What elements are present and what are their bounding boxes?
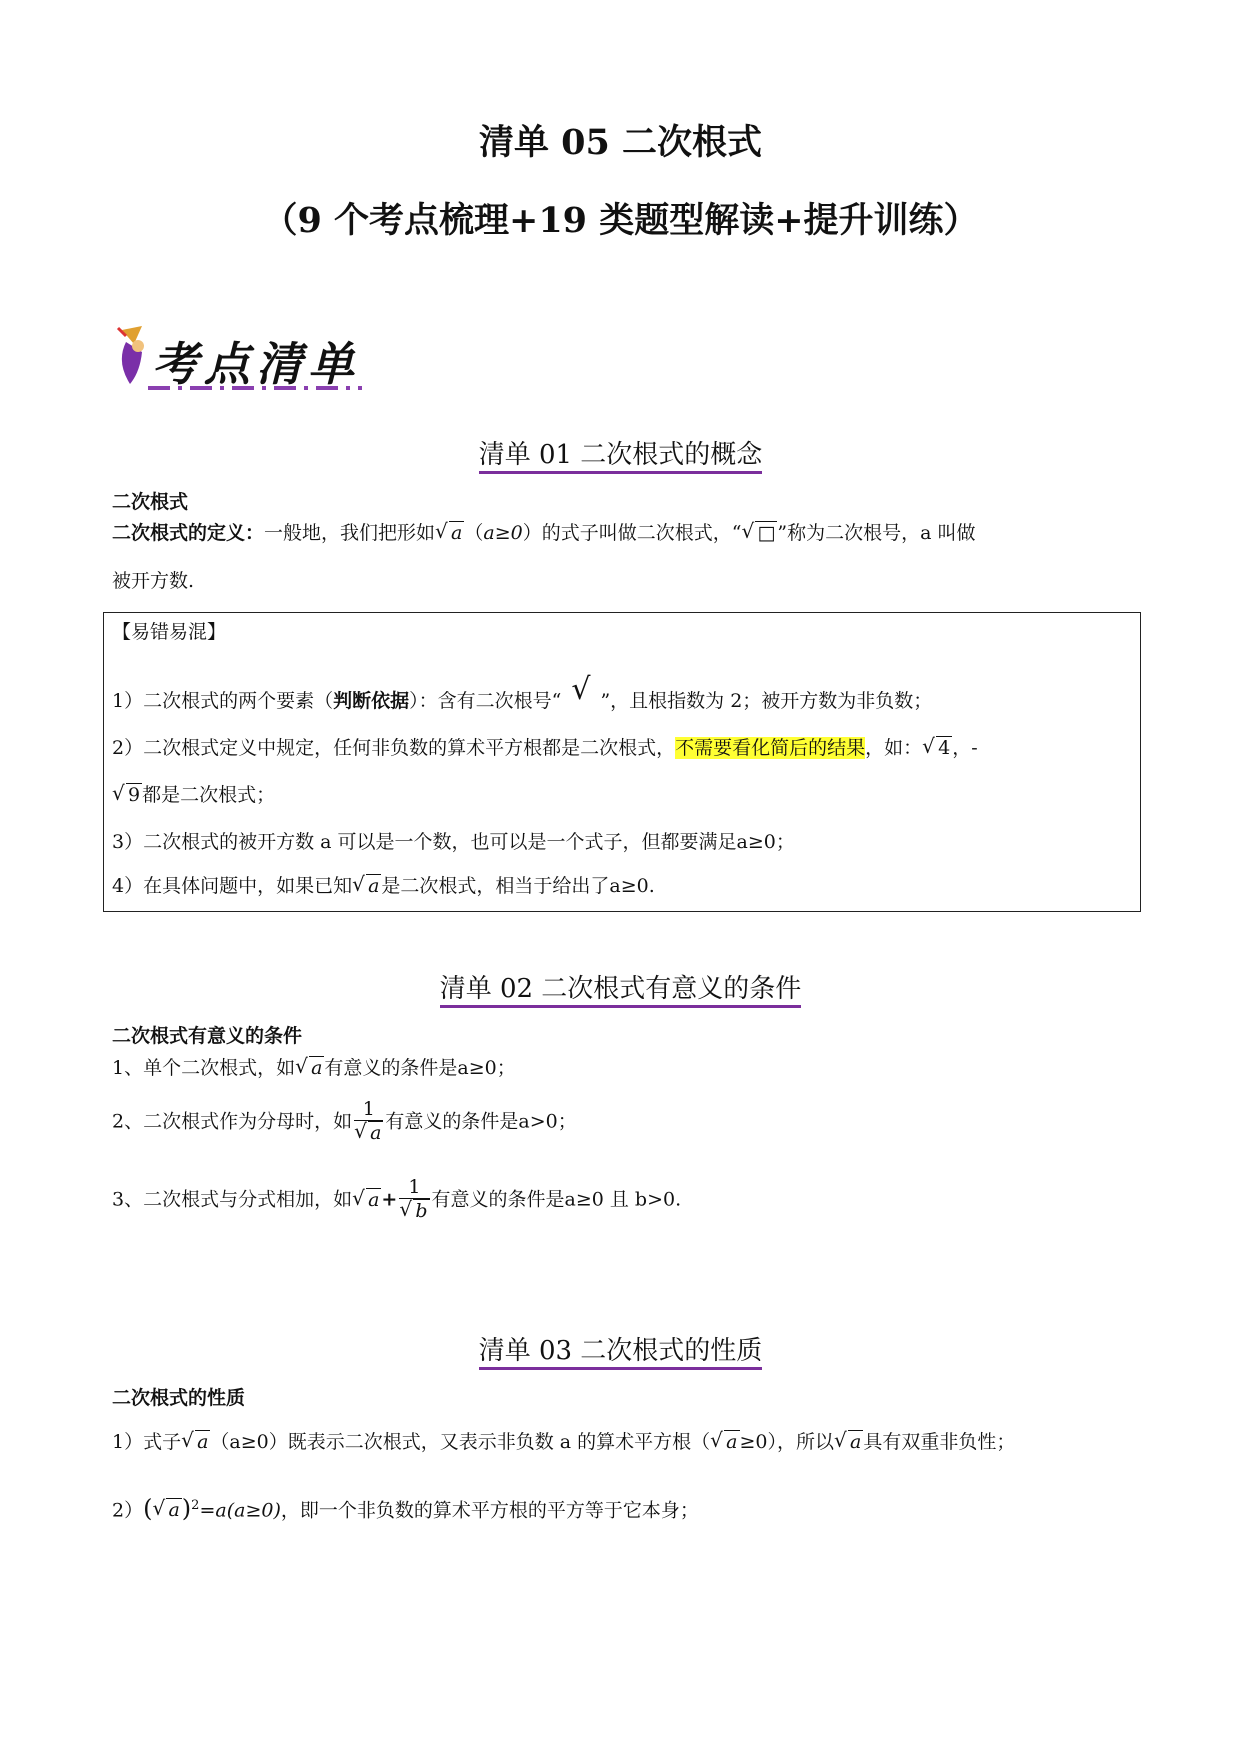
term-xingzhi: 二次根式的性质 (112, 1387, 246, 1409)
highlight-text: 不需要看化简后的结果 (675, 737, 866, 759)
sqrt-box: √ □ (741, 519, 776, 544)
kaodian-qingdan-logo (112, 322, 370, 400)
sec02-line-2: 2、二次根式作为分母时，如 1 √ a 有意义的条件是a>0； (112, 1098, 577, 1144)
error-prone-box (103, 612, 1141, 912)
box-line-1: 1）二次根式的两个要素（判断依据）：含有二次根号“ √ ”，且根指数为 2；被开方数为非负数； (112, 672, 933, 712)
section-01-heading: 清单 01 二次根式的概念 (0, 434, 1241, 471)
box-line-2b: √ 9 都是二次根式； (112, 781, 276, 806)
page-title: 清单 05 二次根式 (478, 122, 763, 163)
box-line-3: 3）二次根式的被开方数 a 可以是一个数，也可以是一个式子，但都要满足a≥0； (112, 831, 795, 853)
box-line-4: 4）在具体问题中，如果已知 √ a 是二次根式，相当于给出了a≥0. (112, 872, 655, 897)
section-03-heading: 清单 03 二次根式的性质 (0, 1330, 1241, 1367)
box-line-2: 2）二次根式定义中规定，任何非负数的算术平方根都是二次根式，不需要看化简后的结果，如： √ 4 ，- (112, 734, 978, 759)
section-02-heading: 清单 02 二次根式有意义的条件 (0, 968, 1241, 1005)
term-erci-genshi: 二次根式 (112, 491, 189, 513)
definition-line-2: 被开方数. (112, 570, 195, 592)
term-youyiyi: 二次根式有意义的条件 (112, 1025, 303, 1047)
logo-text: 考点清单 (152, 337, 360, 391)
sqrt-a: √ a (435, 519, 463, 544)
box-heading: 【易错易混】 (112, 621, 227, 643)
sec03-line-2: 2）( √ a)$^2$=a(a≥0)，即一个非负数的算术平方根的平方等于它本身； (112, 1494, 699, 1523)
sec02-line-1: 1、单个二次根式，如 √ a 有意义的条件是a≥0； (112, 1054, 516, 1079)
definition-line: 二次根式的定义：一般地，我们把形如 √ a （a≥0）的式子叫做二次根式，“ √ □ ”称为二次根号，a 叫做 (112, 519, 975, 547)
sec02-line-3: 3、二次根式与分式相加，如 √ a + 1 √ b 有意义的条件是a≥0 且 b>0. (112, 1176, 682, 1222)
page-subtitle: （9 个考点梳理+19 类题型解读+提升训练） (262, 200, 979, 241)
sec03-line-1: 1）式子 √ a （a≥0）既表示二次根式，又表示非负数 a 的算术平方根（ √ a ≥0），所以 √ a 具有双重非负性； (112, 1428, 1016, 1453)
